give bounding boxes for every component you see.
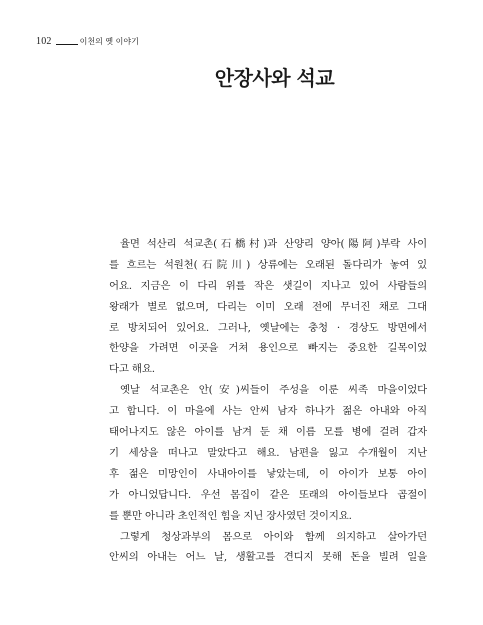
running-title: 이천의 옛 이야기	[79, 37, 139, 46]
text-line: 로 방치되어 있어요. 그러나, 옛날에는 충청 · 경상도 방면에서	[109, 321, 427, 334]
text-line: 가 아니었답니다. 우선 몸집이 같은 또래의 아이들보다 곱절이	[109, 488, 427, 501]
paragraph-3	[109, 527, 427, 569]
text-line: 안씨의 아내는 어느 날, 생활고를 견디지 못해 돈을 빌려 일을	[109, 551, 427, 564]
text-line: 왕래가 별로 없으며, 다리는 이미 오래 전에 무너진 채로 그대	[109, 300, 427, 313]
page-number: 102	[36, 36, 52, 47]
body-text	[109, 234, 427, 568]
text-line: 옛날 석교촌은 안(安)씨들이 주성을 이룬 씨족 마을이었다	[120, 384, 427, 397]
text-line: 를 뿐만 아니라 초인적인 힘을 지닌 장사였던 것이지요.	[109, 509, 352, 522]
chapter-title: 안장사와 석교	[214, 66, 335, 90]
text-line: 고 합니다. 이 마을에 사는 안씨 남자 하나가 젊은 아내와 아직	[109, 405, 427, 418]
text-line: 한양을 가려면 이곳을 거쳐 용인으로 빠지는 중요한 길목이었	[109, 342, 427, 355]
text-line: 그렇게 청상과부의 몸으로 아이와 함께 의지하고 살아가던	[120, 530, 427, 543]
text-line: 를 흐르는 석원천(石院川) 상류에는 오래된 돌다리가 놓여 있	[109, 258, 427, 271]
text-line: 기 세상을 떠나고 말았다고 해요. 남편을 잃고 수개월이 지난	[109, 446, 427, 459]
text-line: 태어나지도 않은 아이를 남겨 둔 채 이름 모를 병에 걸려 갑자	[109, 426, 427, 439]
text-line: 다고 해요.	[109, 363, 155, 376]
header-rule	[56, 44, 78, 45]
text-line: 후 젊은 미망인이 사내아이를 낳았는데, 이 아이가 보통 아이	[109, 467, 427, 480]
paragraph-2	[109, 380, 427, 526]
running-header	[36, 33, 139, 47]
text-line: 율면 석산리 석교촌(石橋村)과 산양리 양아(陽阿)부락 사이	[120, 238, 427, 250]
paragraph-1	[109, 234, 427, 380]
text-line: 어요. 지금은 이 다리 위를 작은 샛길이 지나고 있어 사람들의	[109, 279, 427, 292]
